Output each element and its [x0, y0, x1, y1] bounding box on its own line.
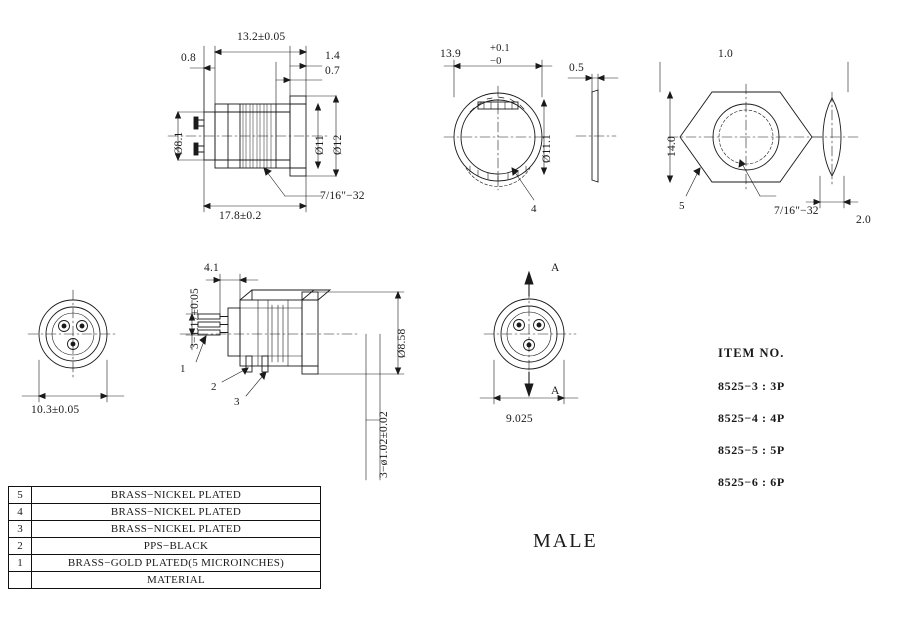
dim-9-025: 9.025 [506, 413, 533, 425]
material-row-no: 3 [9, 521, 32, 538]
table-row [9, 555, 321, 572]
table-row [9, 572, 321, 589]
dim-phi-8-1: Ø8.1 [173, 131, 185, 155]
material-row-no: 1 [9, 555, 32, 572]
balloon-3: 3 [234, 396, 240, 408]
dim-13-9: 13.9 [440, 48, 461, 60]
material-row-name: BRASS−NICKEL PLATED [32, 487, 321, 504]
balloon-2: 2 [211, 381, 217, 393]
table-row [9, 521, 321, 538]
dim-0-7: 0.7 [325, 65, 340, 77]
dim-0-8: 0.8 [181, 52, 196, 64]
dim-13-2: 13.2±0.05 [237, 31, 286, 43]
dim-10-3: 10.3±0.05 [31, 404, 80, 416]
section-label-a-bottom: A [551, 385, 560, 397]
table-row [9, 538, 321, 555]
item-row-5p: 8525−5 : 5P [718, 443, 785, 457]
material-row-name: BRASS−NICKEL PLATED [32, 504, 321, 521]
item-row-6p: 8525−6 : 6P [718, 475, 785, 489]
gender-note: MALE [533, 530, 598, 552]
dim-1-0: 1.0 [718, 48, 733, 60]
balloon-5: 5 [679, 200, 685, 212]
dim-3-1-17: 3−1.17±0.05 [189, 288, 201, 349]
dim-0-5: 0.5 [569, 62, 584, 74]
dim-thread-body: 7/16"−32 [320, 190, 365, 202]
dim-phi-8-58: Ø8.58 [396, 328, 408, 358]
table-row [9, 487, 321, 504]
material-row-no: 4 [9, 504, 32, 521]
item-no-header: ITEM NO. [718, 346, 785, 360]
dim-tolerance-minus: −0 [490, 56, 502, 67]
dim-thread-nut: 7/16"−32 [774, 205, 819, 217]
material-row-name: BRASS−GOLD PLATED(5 MICROINCHES) [32, 555, 321, 572]
material-table-footer-blank [9, 572, 32, 589]
dim-14-0: 14.0 [666, 136, 678, 157]
balloon-4: 4 [531, 203, 537, 215]
material-row-no: 2 [9, 538, 32, 555]
section-label-a-top: A [551, 262, 560, 274]
material-table-footer: MATERIAL [32, 572, 321, 589]
dim-phi-12: Ø12 [332, 134, 344, 155]
item-row-4p: 8525−4 : 4P [718, 411, 785, 425]
balloon-1: 1 [180, 363, 186, 375]
dim-tolerance-plus: +0.1 [490, 43, 510, 54]
dim-2-0: 2.0 [856, 214, 871, 226]
dim-4-1: 4.1 [204, 262, 219, 274]
dim-17-8: 17.8±0.2 [219, 210, 262, 222]
dim-1-4: 1.4 [325, 50, 340, 62]
item-row-3p: 8525−3 : 3P [718, 379, 785, 393]
material-table [8, 486, 321, 589]
dim-phi-11: Ø11 [314, 135, 326, 155]
material-row-no: 5 [9, 487, 32, 504]
table-row [9, 504, 321, 521]
dim-phi-11-1: Ø11.1 [541, 133, 553, 163]
material-row-name: BRASS−NICKEL PLATED [32, 521, 321, 538]
dim-3-phi-1-02: 3−ø1.02±0.02 [378, 411, 390, 478]
material-row-name: PPS−BLACK [32, 538, 321, 555]
